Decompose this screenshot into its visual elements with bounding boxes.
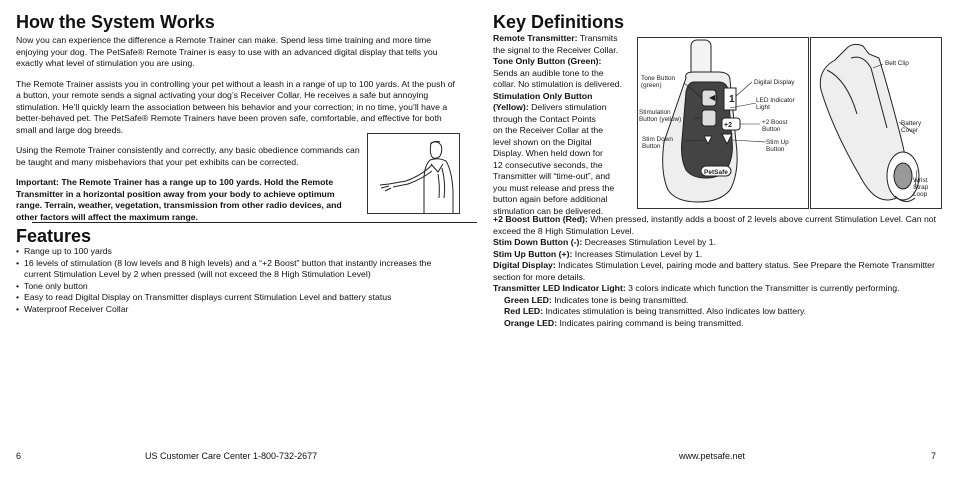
stimulation-only-desc: 12 consecutive seconds, the [493, 159, 603, 170]
stimulation-only-desc: stimulation can be delivered. [493, 205, 604, 216]
usage-paragraph: Using the Remote Trainer consistently and correctly, any basic obedience commands can be taught and many misbehaviors that your pet exhibits can be corrected. [16, 145, 360, 167]
brand-logo-text: PetSafe [704, 169, 728, 176]
led-indicator-term: Transmitter LED Indicator Light: [493, 283, 626, 293]
transmitter-back-diagram [810, 37, 942, 209]
features-title: Features [16, 226, 92, 246]
stimulation-only-desc: on the Receiver Collar at the [493, 125, 604, 135]
stimulation-only-desc: button again before additional [493, 194, 608, 204]
orange-led-term: Orange LED: [504, 317, 558, 328]
stimulation-button-label: Button (yellow) [639, 116, 682, 123]
intro-paragraph: Now you can experience the difference a Remote Trainer can make. Spend less time training and more time enjoying your dog. The PetSafe® Remote Trainer is easy to use with an advanced digital display that tells you exactly what level of stimulation you are using. [16, 35, 438, 68]
customer-care-line: US Customer Care Center 1-800-732-2677 [145, 451, 318, 461]
boost-key-label: +2 [724, 122, 732, 129]
wrist-strap-label: Loop [913, 191, 928, 198]
stimulation-only-desc: you must release and press the [493, 182, 615, 193]
left-page-number: 6 [16, 451, 22, 461]
stim-up-desc: Increases Stimulation Level by 1. [572, 248, 703, 259]
feature-item: • Tone only button [16, 281, 456, 293]
led-indicator-label: Light [756, 104, 770, 111]
belt-clip-label: Belt Clip [885, 60, 909, 67]
stimulation-only-term: Stimulation Only Button [493, 90, 593, 101]
key-definitions-title: Key Definitions [493, 12, 625, 32]
transmitter-back-illustration [811, 38, 941, 208]
transmitter-illustration [638, 38, 808, 208]
stim-up-label: Stim Up [766, 139, 789, 146]
tone-button-label: Tone Button [641, 75, 676, 82]
feature-item: • 16 levels of stimulation (8 low levels and 8 high levels) and a “+2 Boost” button that instantly increases the current Stimulation Level by 2 when pressed (will not exceed the 8 High Stimulation Level) [16, 258, 456, 281]
website-url: www.petsafe.net [679, 451, 746, 461]
how-system-works-title: How the System Works [16, 12, 215, 32]
led-indicator-desc: 3 colors indicate which function the Transmitter is currently performing. [625, 283, 900, 293]
important-note: Important: The Remote Trainer has a range up to 100 yards. Hold the Remote Transmitter in a horizontal position away from your body to achieve optimum range. Terrain, weather, vegetation, transmission from other radio devices, and other factors will affect the maximum range. [16, 177, 342, 222]
digital-display-desc: Indicates Stimulation Level, pairing mode and battery status. See Prepare the Remote Transmitter section for more details. [493, 260, 935, 282]
transmitter-diagram [637, 37, 809, 209]
feature-item: • Waterproof Receiver Collar [16, 304, 456, 316]
stimulation-only-desc: Delivers stimulation [528, 102, 607, 112]
digital-display-label: Digital Display [754, 79, 795, 86]
trainer-illustration [367, 133, 460, 214]
remote-transmitter-desc: Transmits [577, 33, 618, 43]
stimulation-only-desc: level shown on the Digital [493, 136, 592, 147]
range-paragraph: The Remote Trainer assists you in controlling your pet without a leash in a range of up to 100 yards. At the push of a button, your remote sends a signal activating your dog’s Receiver Collar. He receives a safe but annoying stimulation. He’ll quickly learn the association between his behavior and your correction; in no time, you’ll have a better-behaved pet. The PetSafe® Remote Trainers have been proven safe, comfortable, and effective for both small and large dog breeds. [16, 78, 455, 135]
orange-led-desc: Indicates pairing command is being transmitted. [557, 317, 744, 328]
remote-transmitter-term: Remote Transmitter: [493, 33, 578, 43]
battery-cover-label: Battery [901, 120, 922, 127]
stim-down-desc: Decreases Stimulation Level by 1. [582, 237, 717, 247]
stim-down-term: Stim Down Button (-): [493, 237, 583, 247]
feature-item: • Easy to read Digital Display on Transmitter displays current Stimulation Level and battery status [16, 292, 456, 304]
stimulation-button-label: Stimulation [639, 109, 671, 116]
key-definitions-column [493, 33, 638, 217]
boost-term: +2 Boost Button (Red): [493, 214, 588, 224]
features-list [16, 246, 456, 315]
stimulation-only-desc: Display. When held down for [493, 148, 603, 158]
speaker-icon: ◀) [709, 93, 718, 102]
wrist-strap-label: Wrist [913, 177, 928, 184]
stimulation-only-term: (Yellow): [493, 102, 529, 112]
stimulation-only-desc: through the Contact Points [493, 113, 596, 124]
boost-button-label: Button [762, 126, 781, 133]
boost-desc: When pressed, instantly adds a boost of 2 levels above current Stimulation Level. Can not exceed the 8 High Stimulation Level. [493, 214, 937, 236]
stim-down-label: Button [642, 143, 661, 150]
red-led-desc: Indicates stimulation is being transmitted. Also indicates low battery. [543, 306, 807, 316]
man-pointing-illustration [368, 134, 459, 213]
green-led-term: Green LED: [504, 294, 552, 305]
led-indicator-label: LED Indicator [756, 97, 795, 104]
red-led-term: Red LED: [504, 306, 544, 316]
section-divider [32, 222, 477, 223]
key-definitions-full-width [493, 214, 941, 329]
tone-only-desc: collar. No stimulation is delivered. [493, 79, 622, 89]
wrist-strap-label: Strap [913, 184, 929, 191]
boost-button-label: +2 Boost [762, 119, 788, 126]
tone-only-desc: Sends an audible tone to the [493, 67, 604, 78]
stim-up-label: Button [766, 146, 785, 153]
stim-up-term: Stim Up Button (+): [493, 248, 573, 259]
battery-cover-label: Cover [901, 127, 919, 134]
svg-text:1: 1 [729, 94, 735, 105]
digital-display-term: Digital Display: [493, 260, 556, 270]
left-page [16, 0, 461, 477]
tone-only-term: Tone Only Button (Green): [493, 56, 602, 66]
green-led-desc: Indicates tone is being transmitted. [551, 294, 689, 305]
right-page-number: 7 [931, 451, 937, 461]
tone-button-label: (green) [641, 82, 662, 89]
feature-item: • Range up to 100 yards [16, 246, 456, 258]
stim-down-label: Stim Down [642, 136, 673, 143]
stimulation-only-desc: Transmitter will “time-out”, and [493, 171, 610, 181]
remote-transmitter-desc: the signal to the Receiver Collar. [493, 44, 619, 55]
